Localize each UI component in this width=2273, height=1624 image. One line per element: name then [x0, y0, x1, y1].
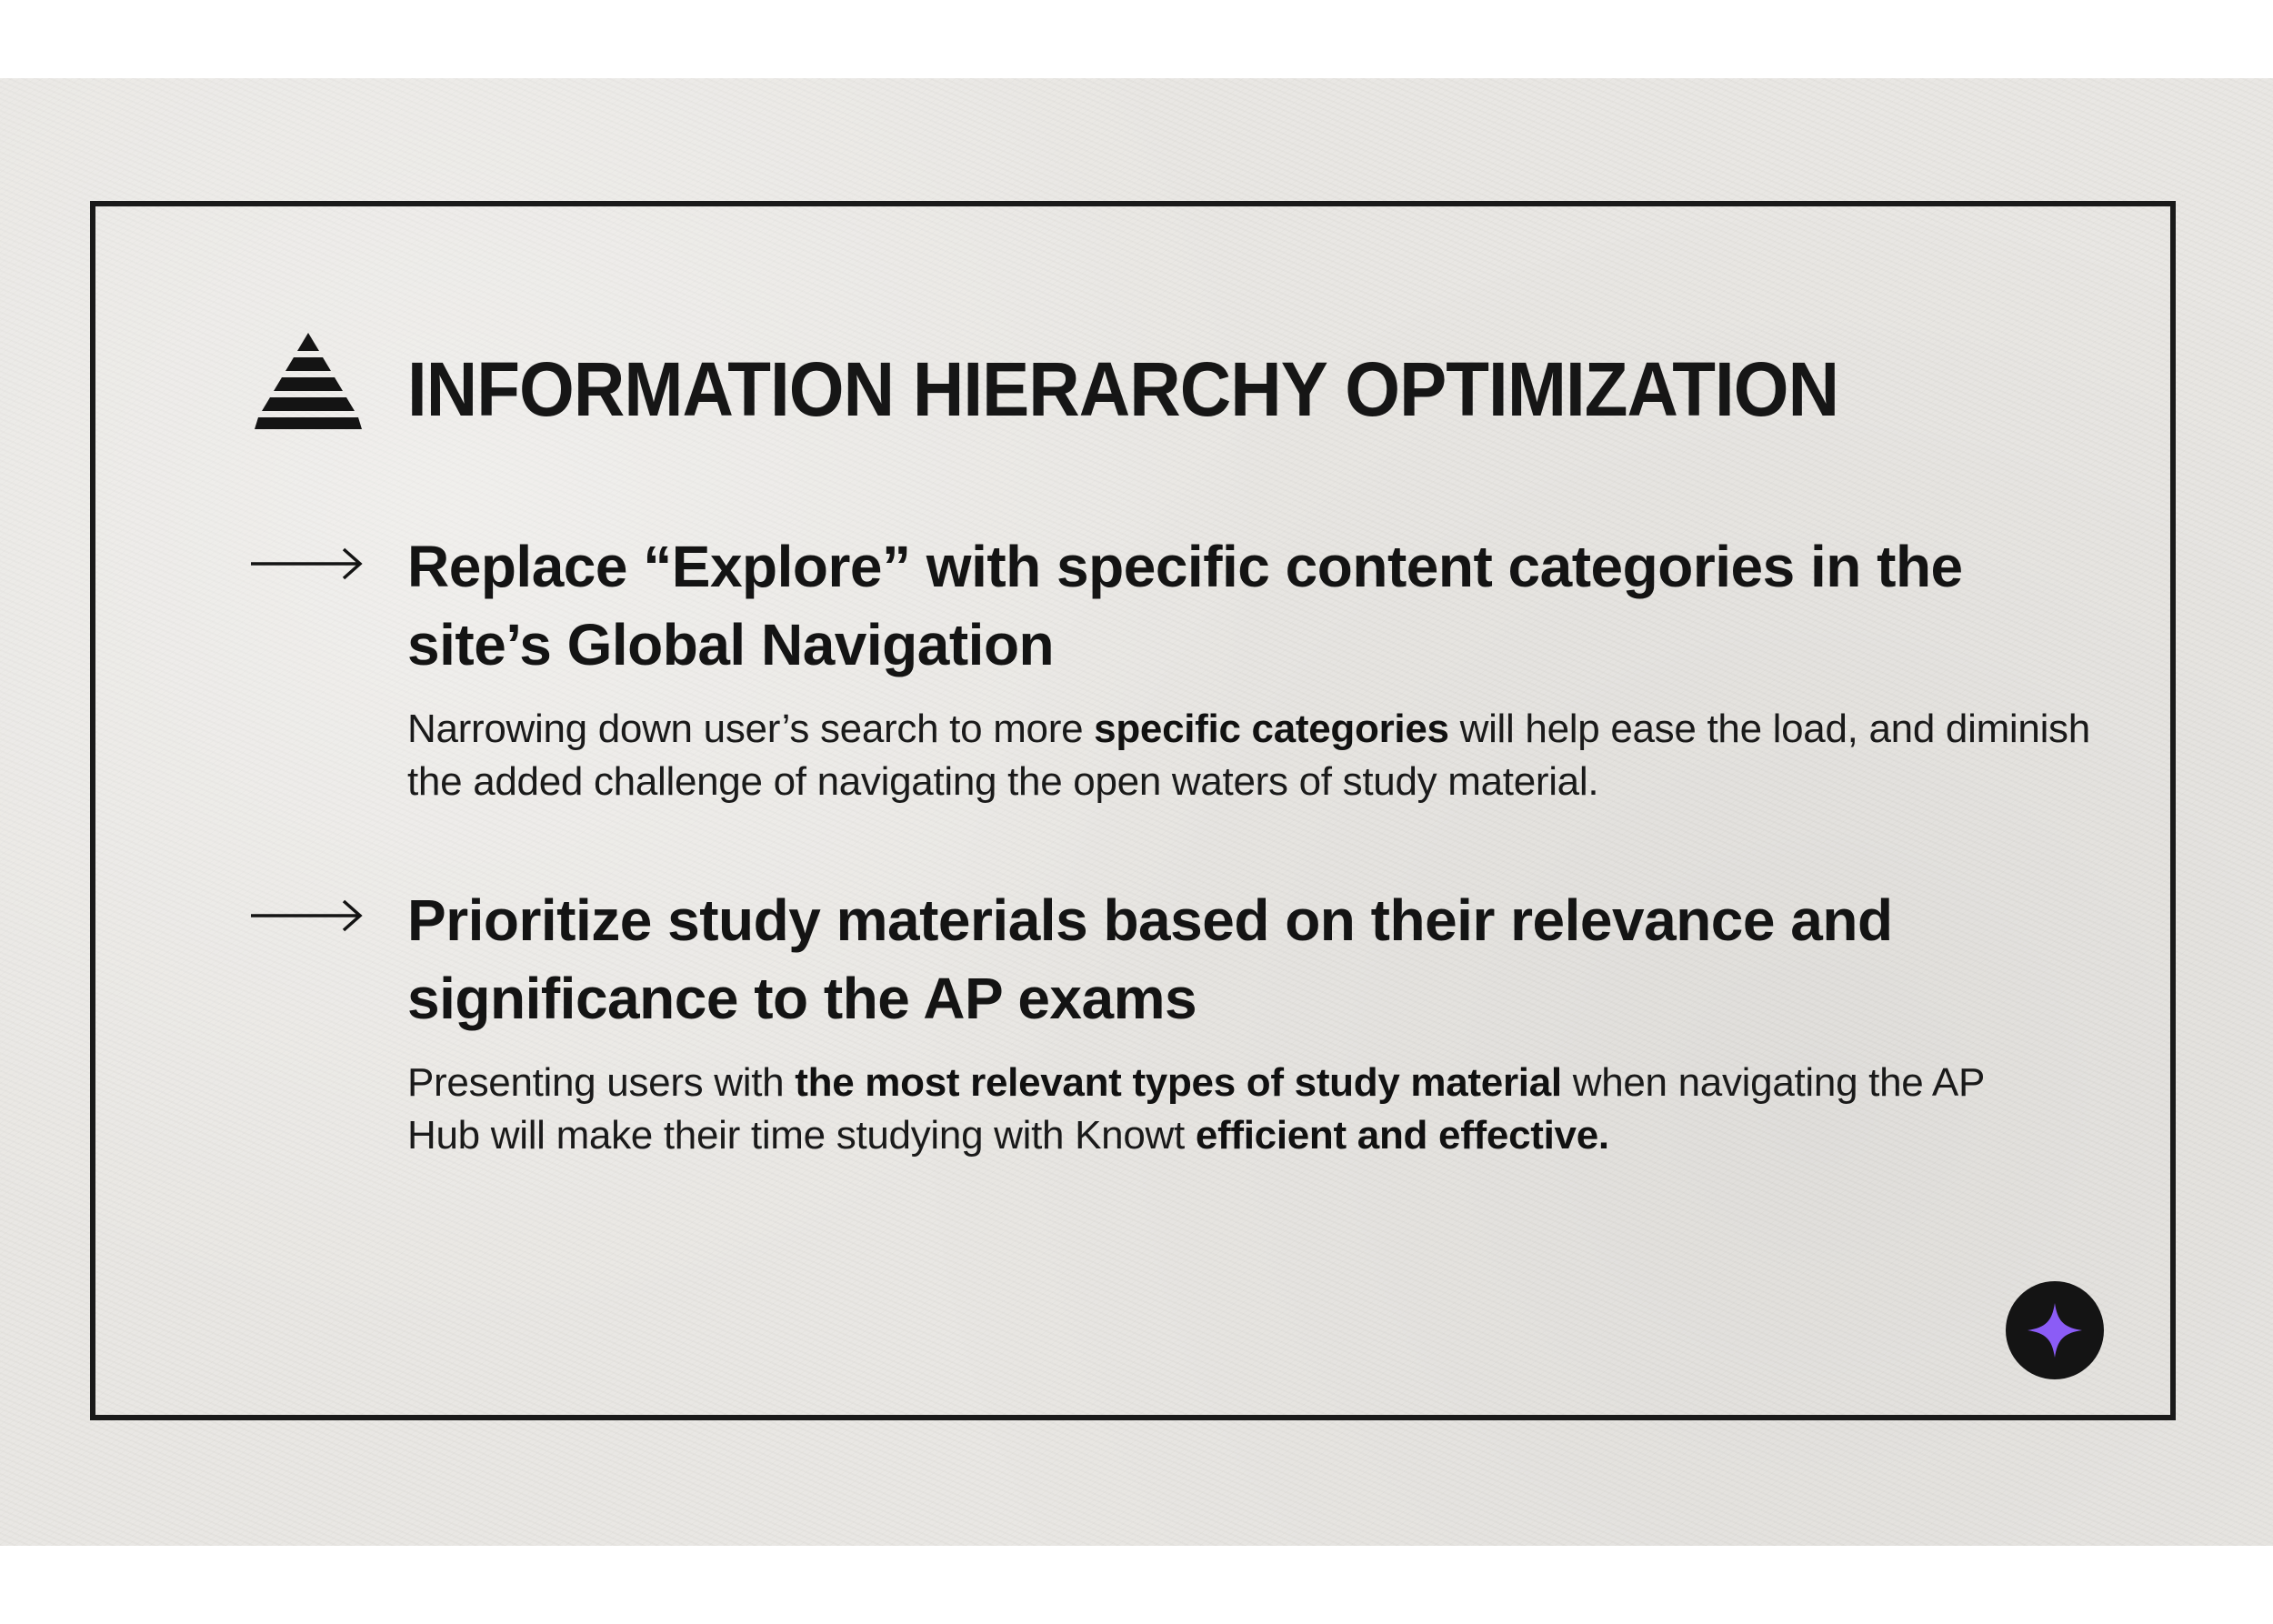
- long-right-arrow-icon: [249, 897, 364, 934]
- item-heading-1-line2: site’s Global Navigation: [407, 612, 1055, 677]
- page-title: INFORMATION HIERARCHY OPTIMIZATION: [407, 346, 1839, 432]
- item-heading-1: [407, 527, 2026, 684]
- sparkle-badge[interactable]: [2006, 1281, 2104, 1379]
- item-heading-1-line1: Replace “Explore” with specific content categories in the: [407, 534, 1963, 599]
- sparkle-icon: [2026, 1301, 2084, 1359]
- item-description-2: [407, 1057, 2062, 1162]
- item-heading-2-line1: Prioritize study materials based on their relevance and: [407, 887, 1893, 953]
- item-description-1-text-a: Narrowing down user’s search to more: [407, 707, 1095, 751]
- item-description-2-emphasis-a: the most relevant types of study material: [795, 1060, 1562, 1105]
- item-description-1-text-b: will help ease the load, and diminish the added challenge of navigating the open waters of study material.: [407, 707, 2090, 804]
- item-heading-2-line2: significance to the AP exams: [407, 966, 1197, 1031]
- pyramid-hierarchy-icon: [255, 333, 362, 429]
- item-description-2-emphasis-b: efficient and effective.: [1195, 1113, 1609, 1158]
- item-heading-2: [407, 881, 2026, 1038]
- item-description-2-text-a: Presenting users with: [407, 1060, 796, 1105]
- item-description-2-text-b: when navigating the AP Hub will make their time studying with Knowt: [407, 1060, 1985, 1158]
- long-right-arrow-icon: [249, 546, 364, 582]
- item-description-1-emphasis: specific categories: [1094, 707, 1449, 751]
- item-description-1: [407, 703, 2135, 808]
